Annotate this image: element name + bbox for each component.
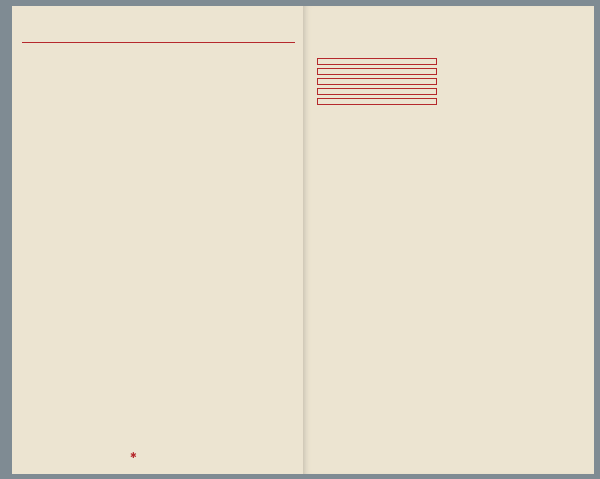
drinks-column-left xyxy=(317,58,437,108)
section-box xyxy=(317,78,437,85)
section-box xyxy=(317,58,437,65)
left-sections xyxy=(22,42,295,90)
right-page xyxy=(303,6,594,474)
left-page xyxy=(12,6,303,474)
section-box xyxy=(317,68,437,75)
heading-rule xyxy=(22,42,295,43)
ink-mark-icon: ✱ xyxy=(130,451,137,460)
section-box xyxy=(317,88,437,95)
section-box xyxy=(317,98,437,105)
menu-booklet xyxy=(12,6,594,474)
